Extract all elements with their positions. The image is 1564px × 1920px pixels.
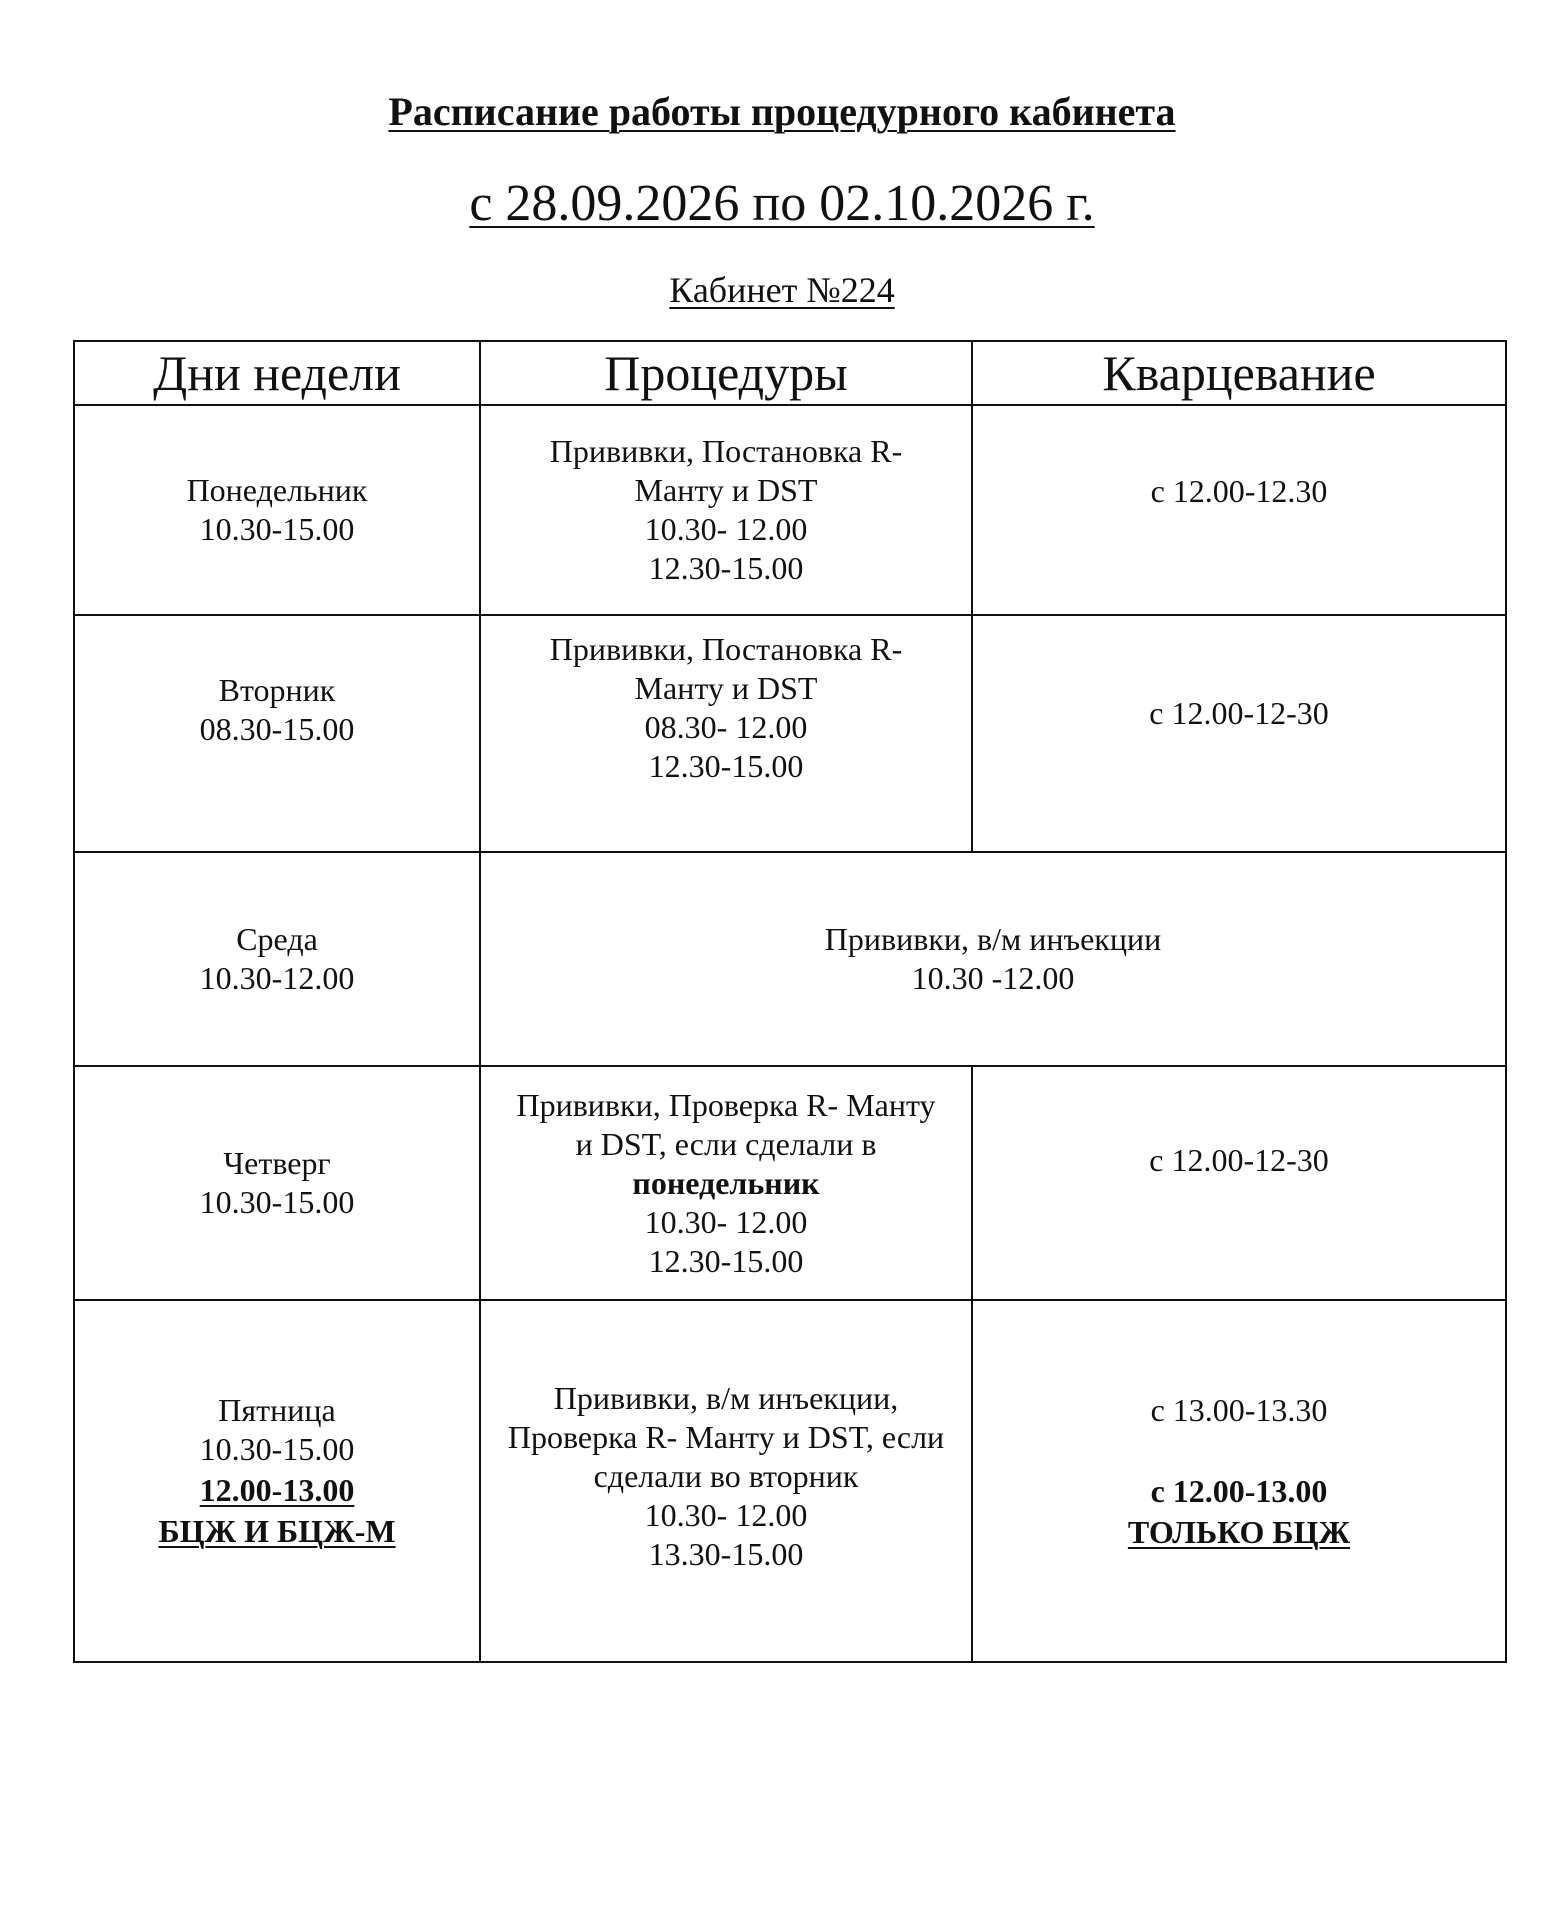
column-header-days: Дни недели <box>74 341 480 405</box>
procedure-time: 12.30-15.00 <box>648 550 804 586</box>
table-row-tuesday <box>74 615 1506 852</box>
bcg-quartz-time: с 12.00-13.00 <box>1150 1472 1328 1509</box>
day-cell-tuesday <box>74 615 480 852</box>
quartz-cell-monday <box>972 405 1506 615</box>
day-name: Четверг <box>223 1145 331 1181</box>
procedure-line: Манту и DST <box>634 670 818 706</box>
bcg-note: БЦЖ И БЦЖ-М <box>158 1513 396 1549</box>
procedure-line: Прививки, в/м инъекции <box>824 921 1162 957</box>
day-cell-wednesday <box>74 852 480 1066</box>
procedure-time: 10.30 -12.00 <box>911 960 1075 996</box>
procedure-time: 10.30- 12.00 <box>644 1203 808 1240</box>
quartz-cell-tuesday <box>972 615 1506 852</box>
day-name: Пятница <box>218 1392 336 1428</box>
procedure-line: Манту и DST <box>634 472 818 508</box>
day-name: Среда <box>236 921 318 957</box>
procedure-time: 12.30-15.00 <box>648 1242 804 1279</box>
day-hours: 10.30-15.00 <box>199 1184 355 1220</box>
day-hours: 10.30-12.00 <box>199 960 355 996</box>
procedure-line: Прививки, в/м инъекции, <box>553 1379 899 1416</box>
procedures-cell-wednesday <box>480 852 1506 1066</box>
room-number: Кабинет №224 <box>669 270 895 310</box>
quartz-cell-thursday <box>972 1066 1506 1300</box>
quartz-cell-friday <box>972 1300 1506 1662</box>
day-cell-friday <box>74 1300 480 1662</box>
procedure-line: Прививки, Постановка R- <box>549 433 903 469</box>
procedure-line: и DST, если сделали в <box>575 1125 877 1162</box>
procedures-cell-tuesday <box>480 615 972 852</box>
procedure-time: 10.30- 12.00 <box>644 1496 808 1533</box>
procedure-time: 08.30- 12.00 <box>644 709 808 745</box>
procedure-day-note: понедельник <box>632 1164 820 1201</box>
quartz-time: с 12.00-12.30 <box>1150 473 1328 509</box>
day-hours: 10.30-15.00 <box>199 1431 355 1467</box>
day-name: Понедельник <box>186 472 368 508</box>
column-header-quartz: Кварцевание <box>972 341 1506 405</box>
quartz-time: с 12.00-12-30 <box>1149 695 1329 731</box>
table-row-wednesday <box>74 852 1506 1066</box>
procedures-cell-monday <box>480 405 972 615</box>
day-hours: 10.30-15.00 <box>199 511 355 547</box>
procedures-cell-friday <box>480 1300 972 1662</box>
procedures-cell-thursday <box>480 1066 972 1300</box>
day-hours: 08.30-15.00 <box>199 710 355 747</box>
spacer <box>973 1430 1505 1472</box>
procedure-line: Прививки, Проверка R- Манту <box>516 1086 936 1123</box>
procedure-time: 13.30-15.00 <box>648 1535 804 1572</box>
procedure-line: сделали во вторник <box>593 1457 859 1494</box>
bcg-time: 12.00-13.00 <box>199 1472 355 1508</box>
table-header-row <box>74 341 1506 405</box>
schedule-period: с 28.09.2026 по 02.10.2026 г. <box>469 175 1095 232</box>
day-cell-thursday <box>74 1066 480 1300</box>
schedule-table <box>73 340 1507 1663</box>
table-row-monday <box>74 405 1506 615</box>
quartz-time: с 12.00-12-30 <box>1149 1142 1329 1178</box>
table-row-thursday <box>74 1066 1506 1300</box>
day-cell-monday <box>74 405 480 615</box>
bcg-quartz-note: ТОЛЬКО БЦЖ <box>1127 1513 1351 1550</box>
column-header-procedures: Процедуры <box>480 341 972 405</box>
day-name: Вторник <box>218 671 336 708</box>
procedure-line: Проверка R- Манту и DST, если <box>507 1418 945 1455</box>
procedure-time: 12.30-15.00 <box>648 748 804 784</box>
procedure-time: 10.30- 12.00 <box>644 511 808 547</box>
table-row-friday <box>74 1300 1506 1662</box>
document-title: Расписание работы процедурного кабинета <box>388 89 1176 134</box>
procedure-line: Прививки, Постановка R- <box>549 631 903 667</box>
quartz-time: с 13.00-13.30 <box>1150 1391 1328 1428</box>
